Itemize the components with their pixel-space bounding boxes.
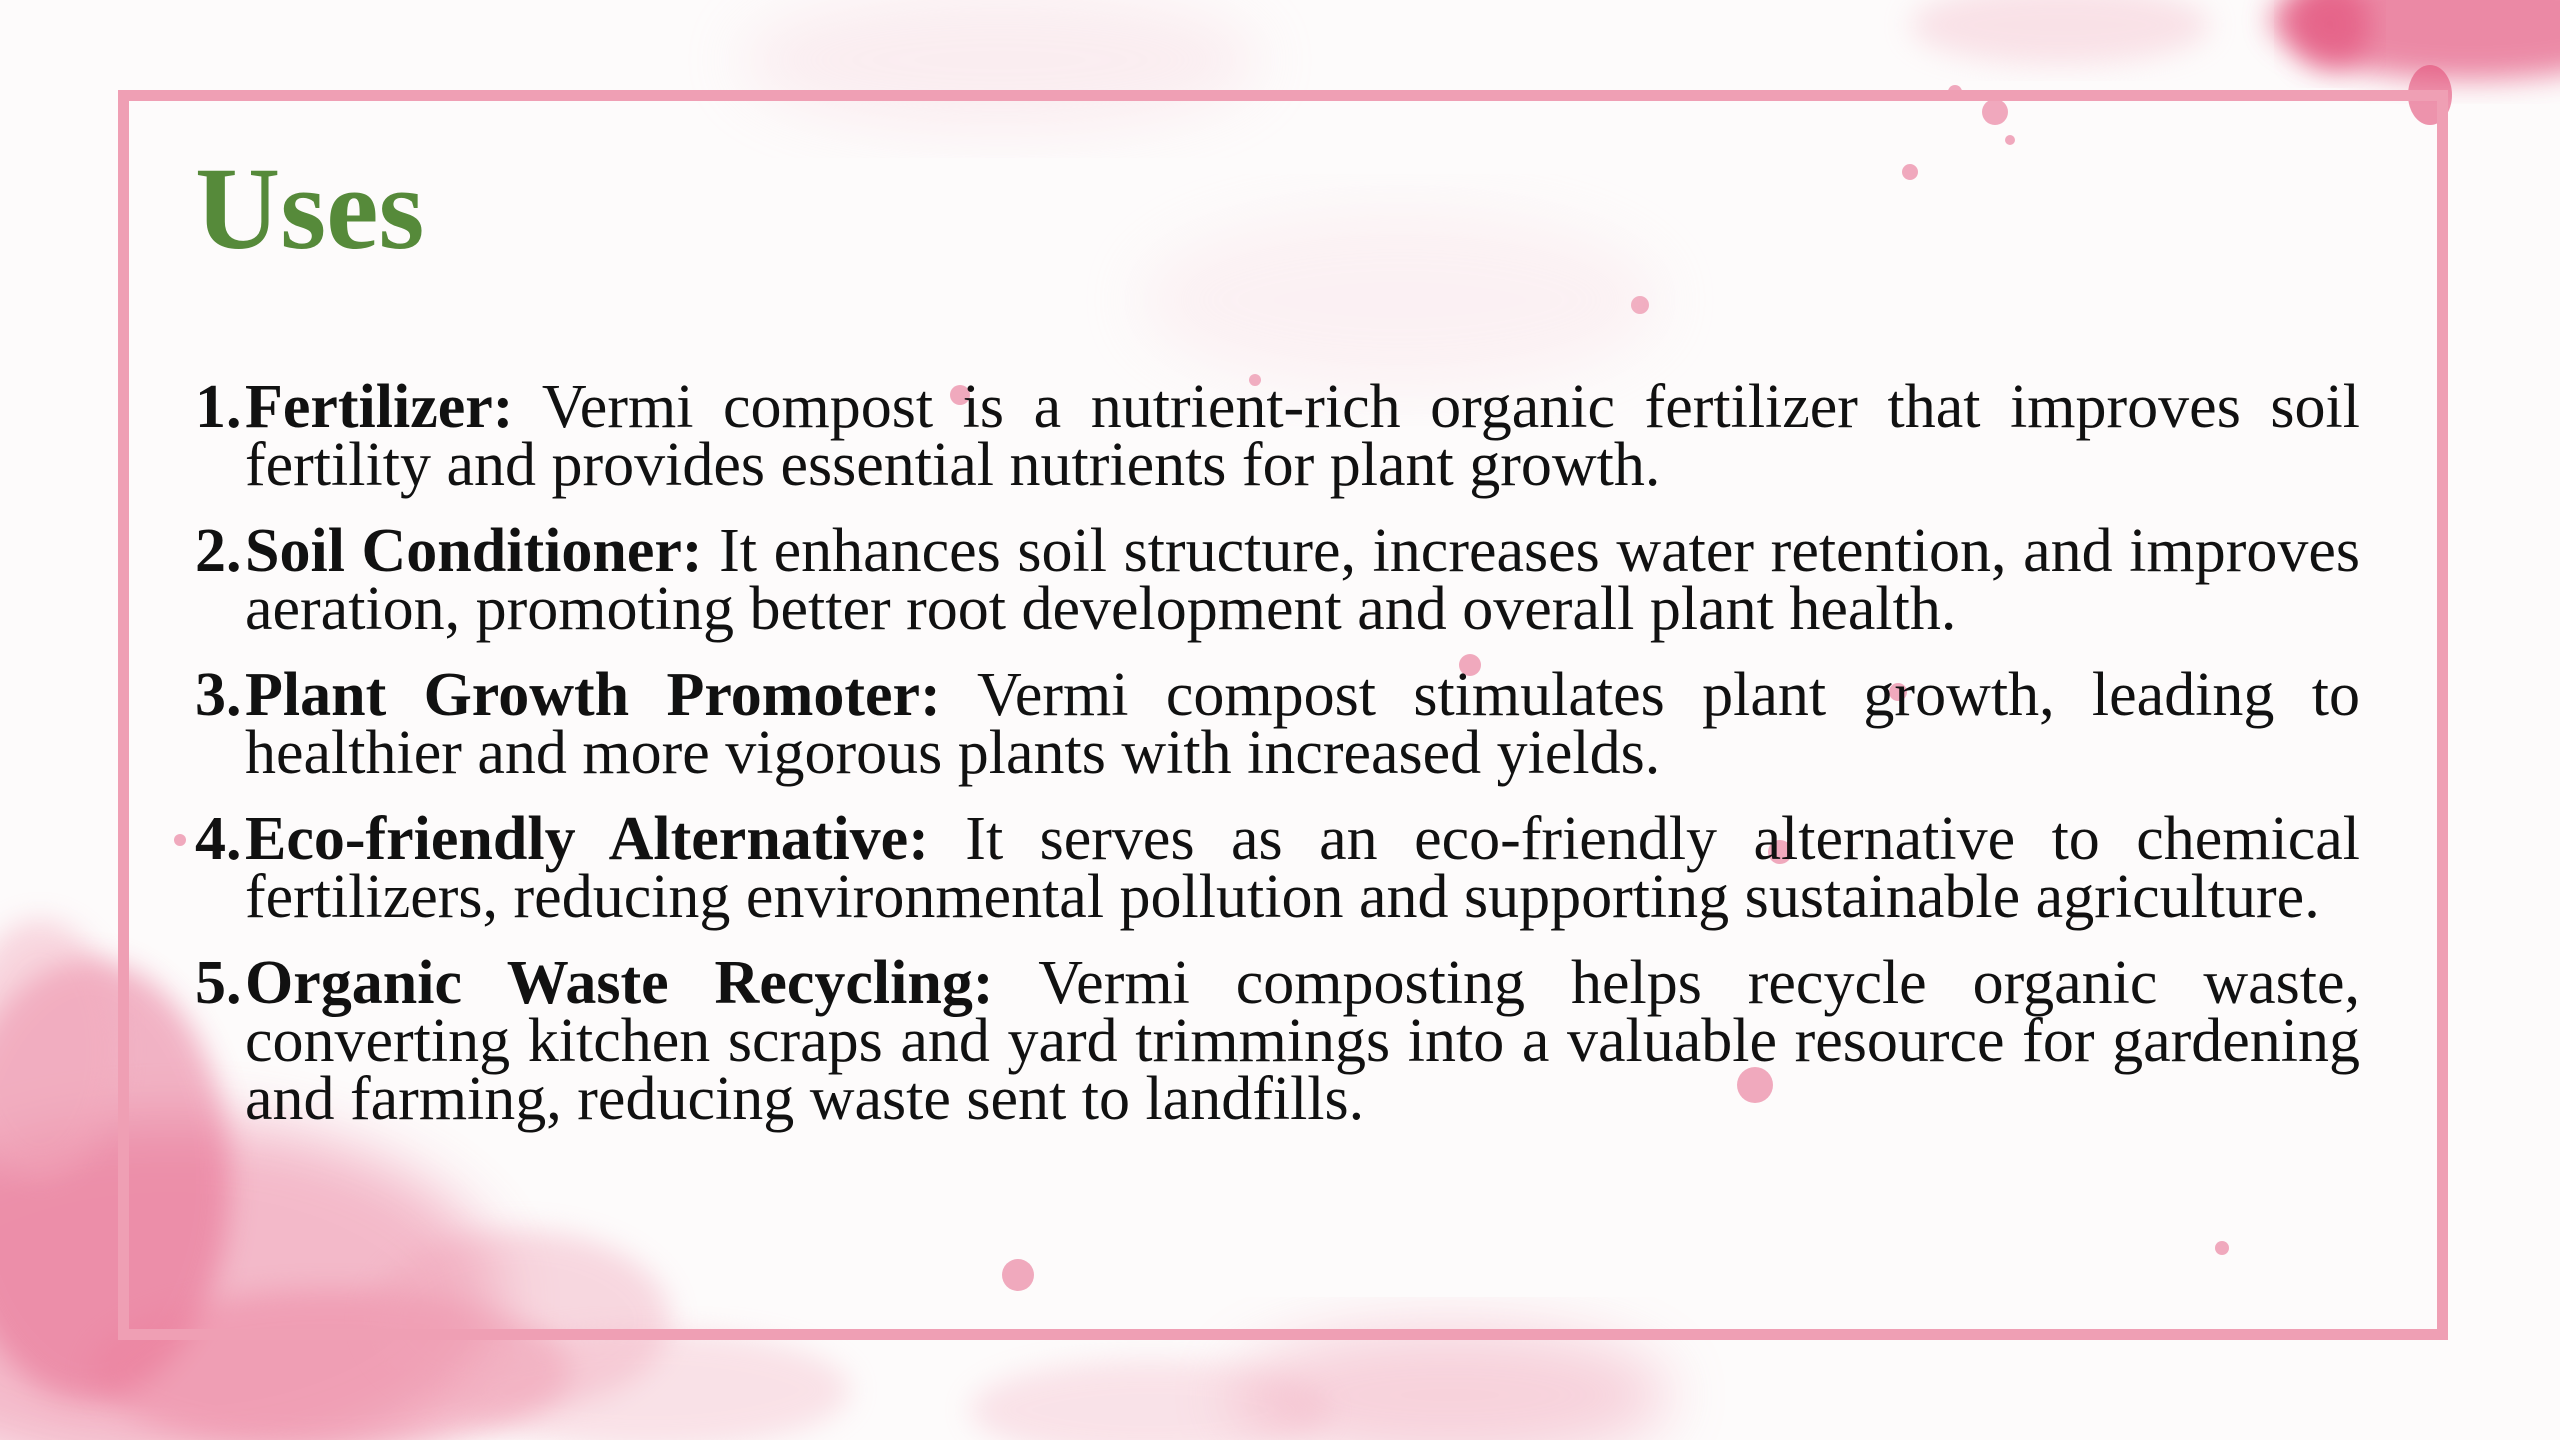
list-item [195, 805, 2360, 931]
item-number: 2. [195, 517, 242, 585]
list-item [195, 949, 2360, 1133]
item-number: 3. [195, 661, 242, 729]
item-term: Soil Conditioner: [245, 517, 703, 585]
item-term: Eco-friendly Alternative: [245, 805, 929, 873]
item-term: Organic Waste Recycling: [245, 949, 994, 1017]
item-text: It enhances soil structure, increases water retention, and improves aeration, promoting better root development and overall plant health. [245, 517, 2360, 643]
uses-list [195, 373, 2361, 1156]
item-number: 4. [195, 805, 242, 873]
slide-title: Uses [195, 143, 425, 274]
item-text: It serves as an eco-friendly alternative to chemical fertilizers, reducing environmental pollution and supporting sustainable agriculture. [245, 805, 2360, 931]
item-term: Plant Growth Promoter: [245, 661, 941, 729]
item-text: Vermi compost is a nutrient-rich organic fertilizer that improves soil fertility and provides essential nutrients for plant growth. [245, 373, 2360, 499]
item-term: Fertilizer: [245, 373, 514, 441]
item-number: 1. [195, 373, 242, 441]
list-item [195, 517, 2360, 643]
list-item [195, 661, 2361, 787]
list-item [195, 373, 2360, 499]
item-text: Vermi compost stimulates plant growth, leading to healthier and more vigorous plants with increased yields. [245, 661, 2361, 787]
bottom-center-splash [970, 1325, 1670, 1440]
item-text: Vermi composting helps recycle organic waste, converting kitchen scraps and yard trimmings into a valuable resource for gardening and farming, reducing waste sent to landfills. [245, 949, 2360, 1133]
item-number: 5. [195, 949, 242, 1017]
